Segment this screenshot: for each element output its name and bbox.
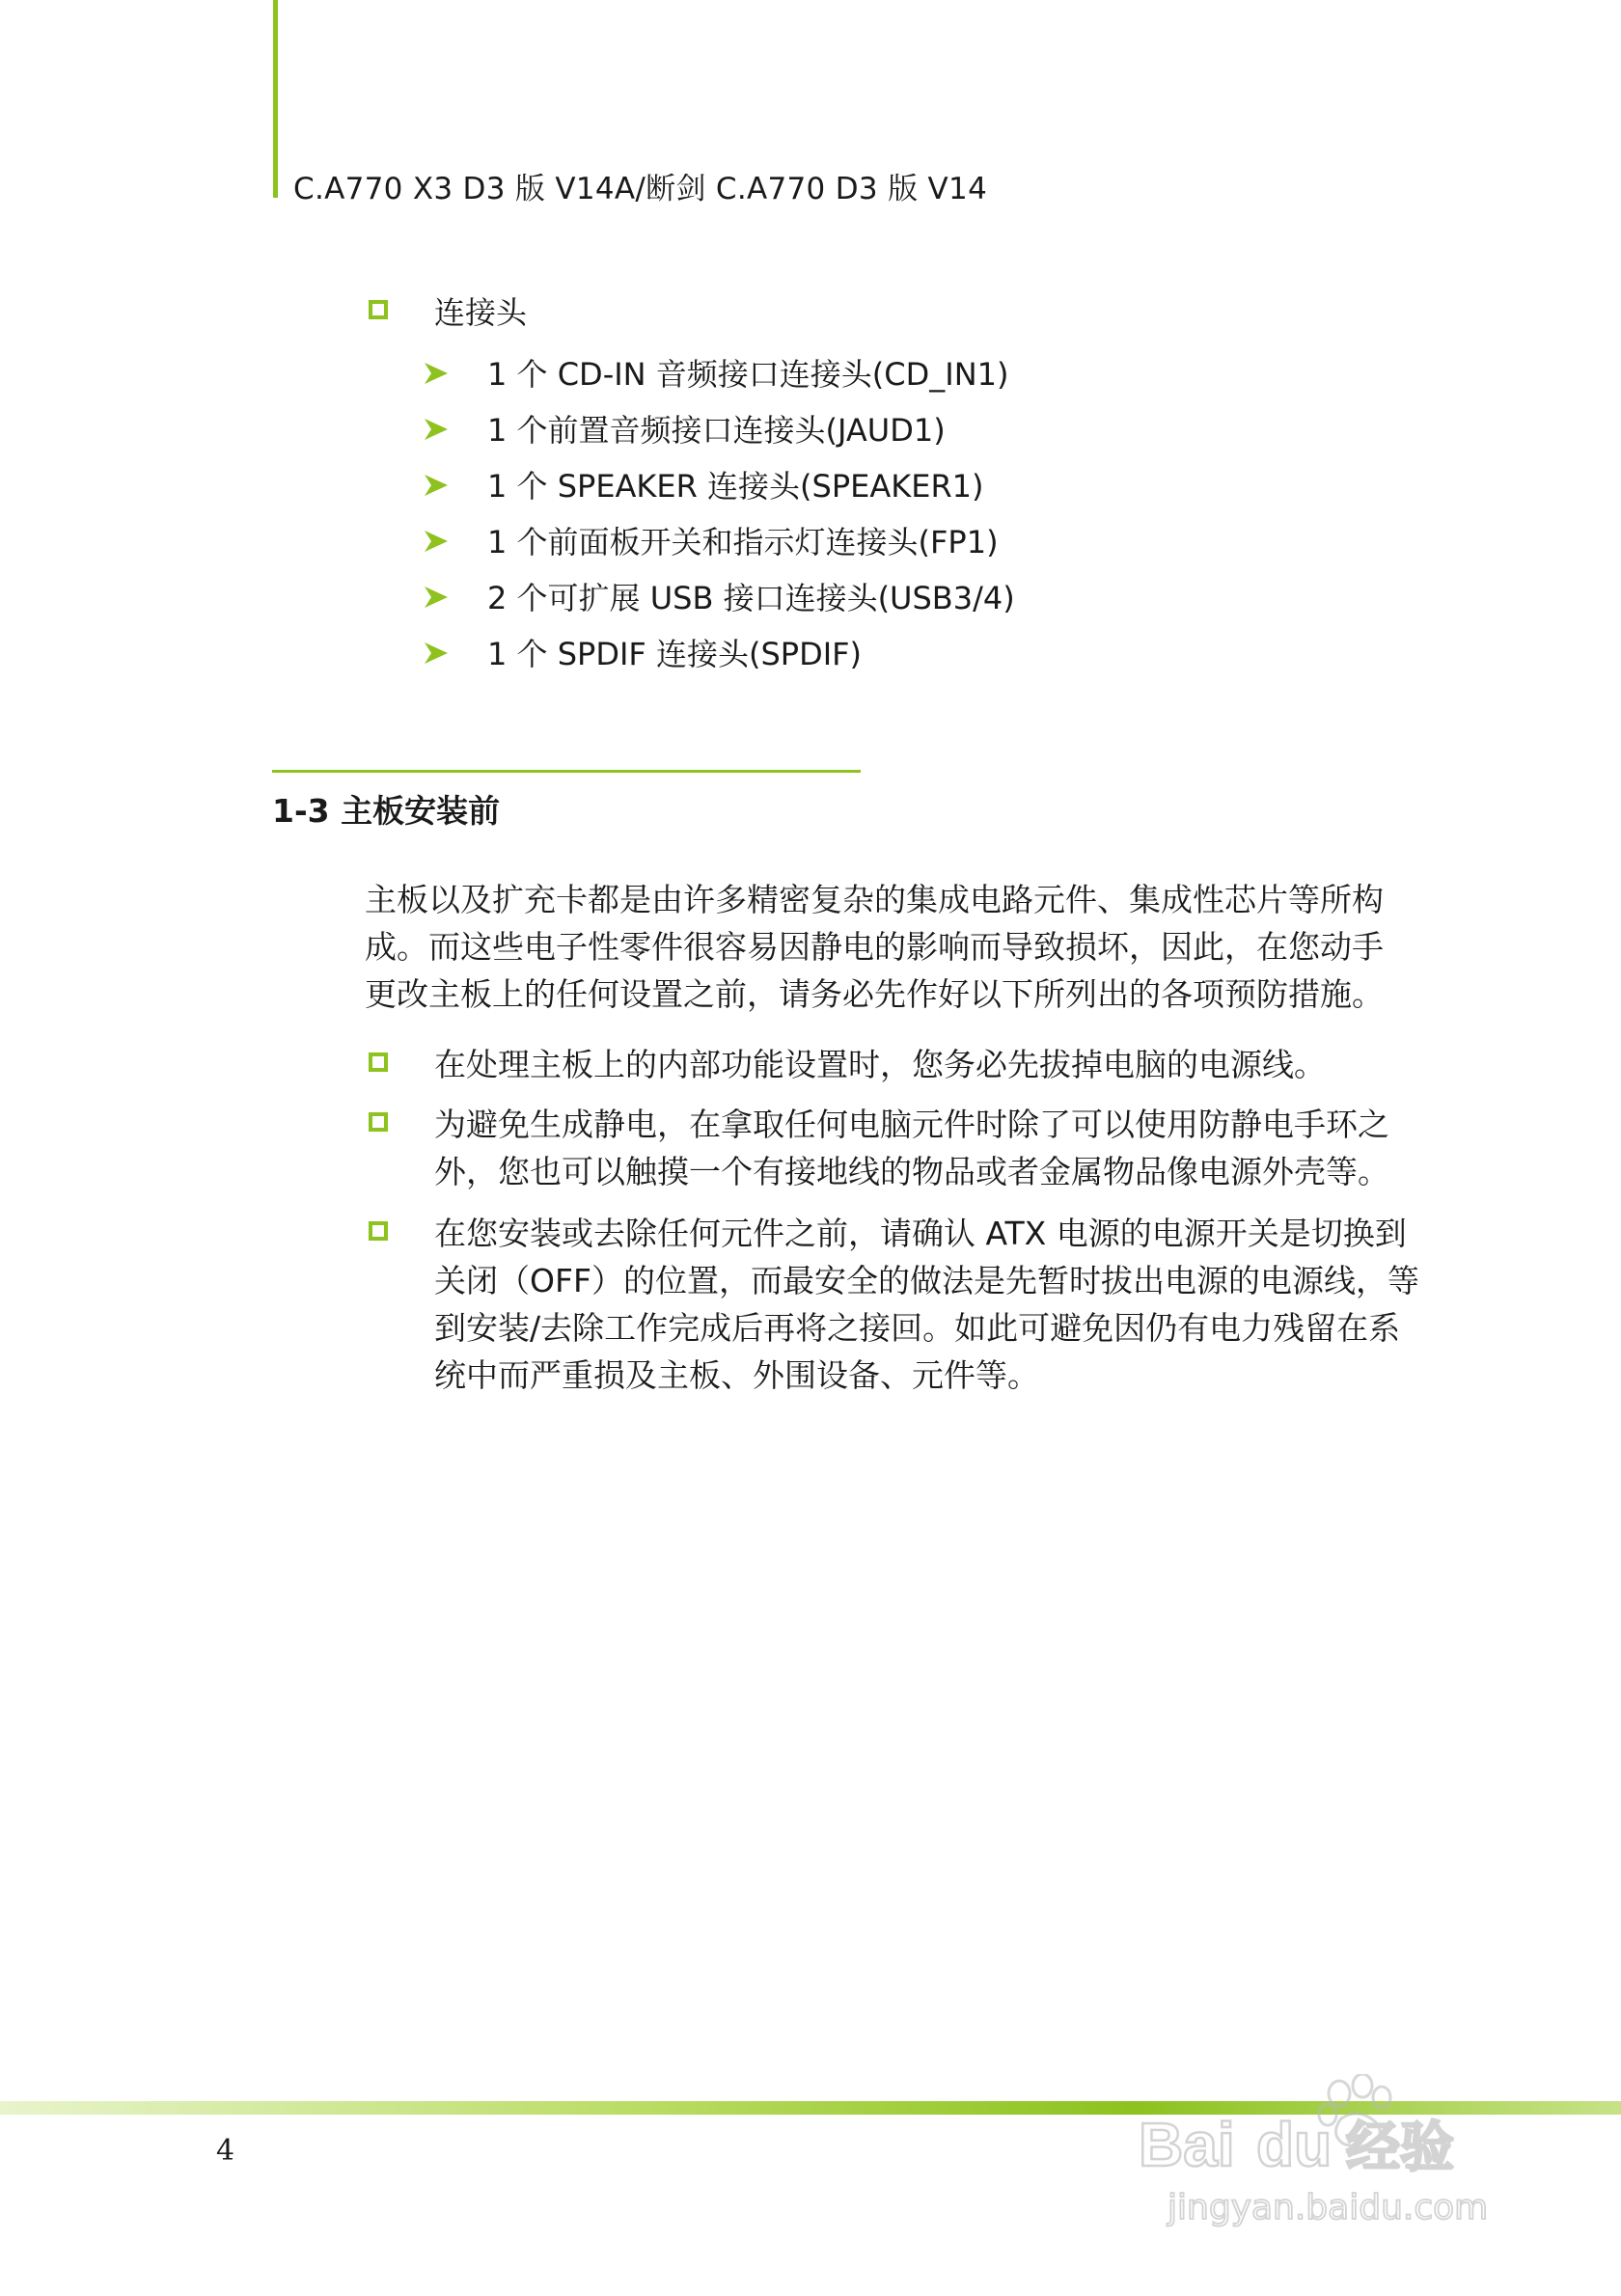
precaution-line: 关闭（OFF）的位置，而最安全的做法是先暂时拔出电源的电源线，等 [434,1262,1419,1299]
svg-text:du: du [1256,2110,1333,2179]
precaution-line: 在您安装或去除任何元件之前，请确认 ATX 电源的电源开关是切换到 [434,1215,1407,1252]
document-header-title: C.A770 X3 D3 版 V14A/断剑 C.A770 D3 版 V14 [293,172,988,206]
precaution-line: 外，您也可以触摸一个有接地线的物品或者金属物品像电源外壳等。 [434,1153,1389,1190]
checkbox-bullet-icon [369,1112,388,1132]
section-title: 1-3 主板安装前 [272,792,501,830]
connector-item: 1 个前置音频接口连接头(JAUD1) [487,412,946,449]
arrow-bullet-icon [423,417,450,442]
arrow-bullet-icon [423,529,450,554]
connector-item: 1 个前面板开关和指示灯连接头(FP1) [487,524,999,560]
baidu-watermark-logo [1139,2074,1544,2238]
precaution-line: 为避免生成静电，在拿取任何电脑元件时除了可以使用防静电手环之 [434,1106,1389,1143]
precaution-line: 统中而严重损及主板、外围设备、元件等。 [434,1356,1039,1394]
paragraph-line: 成。而这些电子性零件很容易因静电的影响而导致损坏，因此，在您动手 [365,928,1384,966]
svg-text:Bai: Bai [1139,2110,1235,2179]
header-accent-bar [273,0,278,198]
svg-text:jingyan.baidu.com: jingyan.baidu.com [1168,2188,1489,2228]
checkbox-bullet-icon [369,1221,388,1241]
precaution-line: 到安装/去除工作完成后再将之接回。如此可避免因仍有电力残留在系 [434,1309,1401,1347]
page-number: 4 [216,2134,235,2168]
section-divider [272,770,861,773]
paragraph-line: 更改主板上的任何设置之前，请务必先作好以下所列出的各项预防措施。 [365,975,1384,1013]
svg-text:经验: 经验 [1346,2117,1454,2179]
arrow-bullet-icon [423,641,450,666]
connectors-heading: 连接头 [434,294,528,331]
arrow-bullet-icon [423,473,450,498]
checkbox-bullet-icon [369,1052,388,1072]
arrow-bullet-icon [423,361,450,386]
connector-item: 1 个 CD-IN 音频接口连接头(CD_IN1) [487,356,1009,393]
precaution-line: 在处理主板上的内部功能设置时，您务必先拔掉电脑的电源线。 [434,1046,1326,1083]
paragraph-line: 主板以及扩充卡都是由许多精密复杂的集成电路元件、集成性芯片等所构 [365,881,1384,918]
checkbox-bullet-icon [369,300,388,319]
arrow-bullet-icon [423,585,450,610]
connector-item: 2 个可扩展 USB 接口连接头(USB3/4) [487,580,1015,616]
connector-item: 1 个 SPEAKER 连接头(SPEAKER1) [487,468,984,505]
connector-item: 1 个 SPDIF 连接头(SPDIF) [487,636,863,672]
